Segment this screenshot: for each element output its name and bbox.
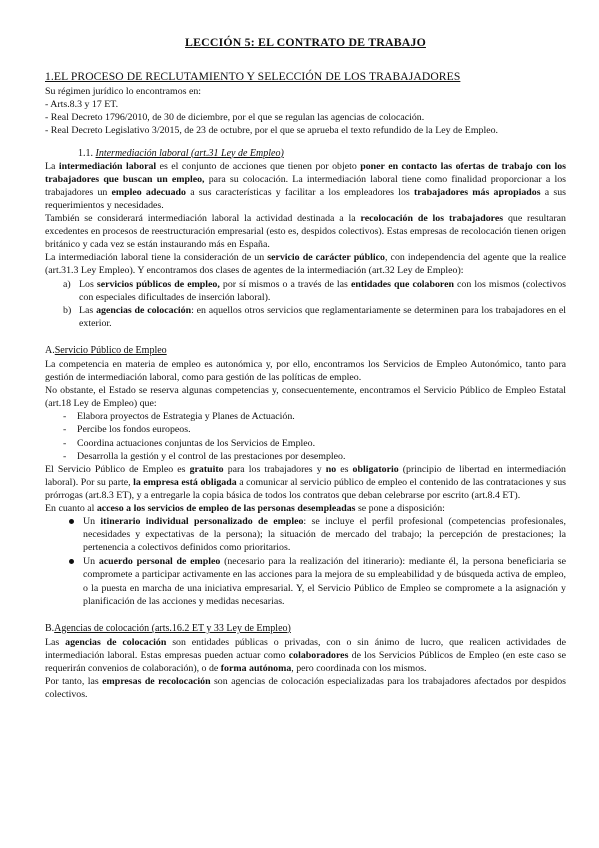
section-1-intro: Su régimen jurídico lo encontramos en: <box>45 86 202 98</box>
list-item: - Percibe los fondos europeos. <box>63 423 566 436</box>
section-1-heading: 1.EL PROCESO DE RECLUTAMIENTO Y SELECCIÓN DE LOS TRABAJADORES <box>45 70 461 84</box>
estado-paragraph: No obstante, el Estado se reserva algunas competencias y, consecuentemente, encontramos el Servicio Público de Empleo Estatal (art.18 Ley de Empleo) que: <box>45 385 566 410</box>
subsection-1-1-heading <box>78 147 566 160</box>
law-reference: - Real Decreto Legislativo 3/2015, de 23 de octubre, por el que se aprueba el texto refundido de la Ley de Empleo. <box>45 125 498 137</box>
law-reference: - Arts.8.3 y 17 ET. <box>45 99 119 111</box>
subsection-number: 1.1. <box>78 147 96 159</box>
section-b-heading: B.Agencias de colocación (arts.16.2 ET y 33 Ley de Empleo) <box>45 622 291 634</box>
list-item: Un itinerario individual personalizado de empleo: se incluye el perfil profesional (competencias profesionales, necesidades y expectativas de la persona); la situación de mercado del trabajo; la percepción de prestaciones; la pertenencia a colectivos definidos como prioritarios. <box>69 515 566 554</box>
list-item: a) Los servicios públicos de empleo, por sí mismos o a través de las entidades que colaboren con los mismos (colectivos con especiales dificultades de inserción laboral). <box>63 278 566 303</box>
recolocacion-paragraph: También se considerará intermediación laboral la actividad destinada a la recolocación de los trabajadores que resultaran excedentes en procesos de reestructuración empresarial (esto es, despidos colectivos). Estas empresas de recolocación tienen origen británico y cada vez se están instaurando más en España. <box>45 213 566 251</box>
list-item: Un acuerdo personal de empleo (necesario para la realización del itinerario): mediante él, la persona beneficiaria se compromete a participar activamente en las acciones para la mejora de su empleabilidad y de búsqueda activa de empleo, o la puesta en marcha de una iniciativa empresarial. Y, el Servicio Público de Empleo se compromete a la asignación y planificación de las acciones y medidas necesarias. <box>69 555 566 607</box>
list-item: - Desarrolla la gestión y el control de las prestaciones por desempleo. <box>63 450 566 463</box>
list-item: - Coordina actuaciones conjuntas de los Servicios de Empleo. <box>63 437 566 450</box>
agencias-paragraph: Las agencias de colocación son entidades públicas o privadas, con o sin ánimo de lucro, que realicen actividades de intermediación laboral. Estas empresas pueden actuar como colaboradores de los Servicios Públicos de Empleo (en este caso se requerirán convenios de colaboración), o de forma autónoma, pero coordinada con los mismos. <box>45 636 566 675</box>
list-item: b) Las agencias de colocación: en aquellos otros servicios que reglamentariamente se determinen para los trabajadores en el exterior. <box>63 304 566 329</box>
section-a-heading: A.Servicio Público de Empleo <box>45 344 167 356</box>
gratuito-paragraph: El Servicio Público de Empleo es gratuito para los trabajadores y no es obligatorio (principio de libertad en intermediación laboral). Por su parte, la empresa está obligada a comunicar al servicio público de empleo el contenido de las contrataciones y sus prórrogas (art.8.3 ET), y a entregarle la copia básica de todos los contratos que deban celebrarse por escrito (art.8.4 ET). <box>45 463 566 501</box>
document-title: LECCIÓN 5: EL CONTRATO DE TRABAJO <box>185 35 426 49</box>
services-list <box>45 515 566 608</box>
recolocacion-agencies-paragraph: Por tanto, las empresas de recolocación son agencias de colocación especializadas para los trabajadores afectados por despidos colectivos. <box>45 676 566 701</box>
servicio-publico-paragraph: La intermediación laboral tiene la consideración de un servicio de carácter público, con independencia del agente que la realice (art.31.3 Ley Empleo). Y encontramos dos clases de agentes de la intermediación (art.32 Ley de Empleo): <box>45 252 566 277</box>
subsection-title: Intermediación laboral (art.31 Ley de Empleo) <box>95 147 284 159</box>
law-reference: - Real Decreto 1796/2010, de 30 de diciembre, por el que se regulan las agencias de colocación. <box>45 112 425 124</box>
competencia-paragraph: La competencia en materia de empleo es autonómica y, por ello, encontramos los Servicios de Empleo Autonómico, tanto para gestión de intermediación laboral, como para gestión de las políticas de empleo. <box>45 358 566 384</box>
list-item: - Elabora proyectos de Estrategia y Planes de Actuación. <box>63 410 566 423</box>
sepe-functions-list <box>45 410 566 462</box>
intermediacion-definition: La intermediación laboral es el conjunto de acciones que tienen por objeto poner en contacto las ofertas de trabajo con los trabajadores que buscan un empleo, para su colocación. La intermediación laboral tiene como finalidad proporcionar a los trabajadores un empleo adecuado a sus características y facilitar a los empleadores los trabajadores más apropiados a sus requerimientos y necesidades. <box>45 160 567 211</box>
agent-list <box>45 278 566 330</box>
acceso-paragraph: En cuanto al acceso a los servicios de empleo de las personas desempleadas se pone a disposición: <box>45 503 445 514</box>
